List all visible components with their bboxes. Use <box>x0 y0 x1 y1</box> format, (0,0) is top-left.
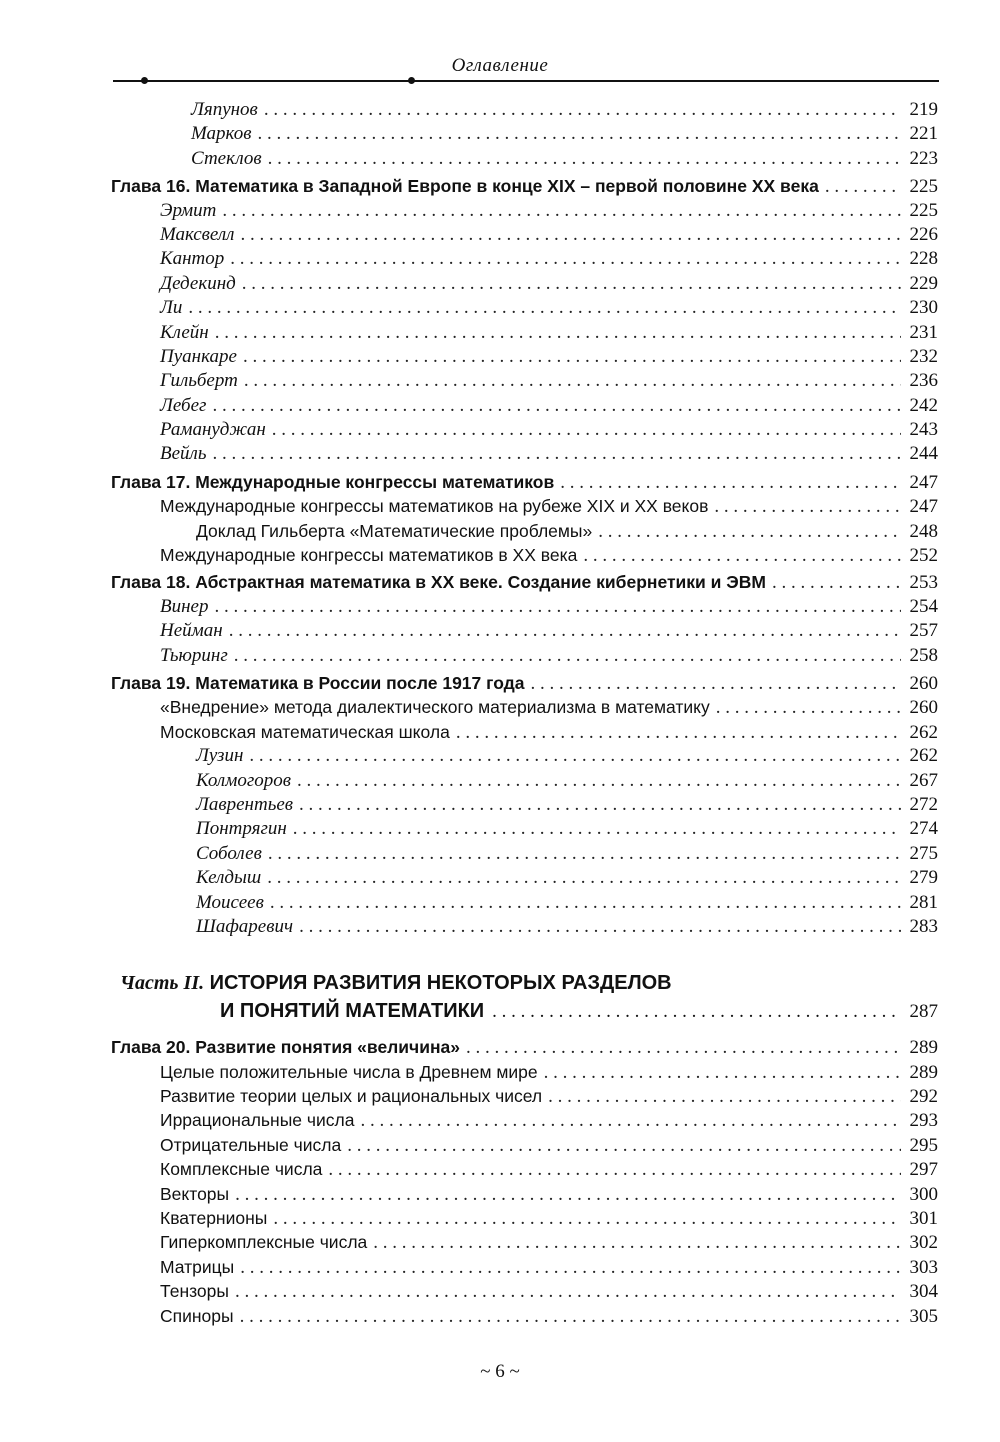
toc-entry <box>0 769 1000 793</box>
toc-entry-page: 244 <box>909 443 938 465</box>
table-of-contents <box>0 98 1000 1328</box>
toc-entry-page: 226 <box>909 223 938 245</box>
toc-entry-line <box>196 915 938 939</box>
toc-entry <box>0 543 1000 567</box>
toc-entry-line <box>111 1035 938 1059</box>
toc-entry-line <box>160 695 938 719</box>
toc-entry-title: Тензоры <box>160 1281 229 1302</box>
dot-leader <box>492 998 901 1026</box>
toc-entry-line <box>191 98 938 122</box>
toc-entry-page: 302 <box>909 1232 938 1254</box>
toc-entry-title: Московская математическая школа <box>160 721 450 742</box>
dot-leader <box>456 721 901 745</box>
toc-entry-line <box>196 769 938 793</box>
dot-leader <box>244 369 901 393</box>
toc-chapter-entry <box>0 1035 1000 1059</box>
toc-entry-line <box>160 1255 938 1279</box>
toc-entry-page: 301 <box>909 1208 938 1230</box>
toc-entry-line <box>160 595 938 619</box>
toc-entry <box>0 321 1000 345</box>
toc-entry-line <box>196 793 938 817</box>
toc-entry-page: 257 <box>909 620 938 642</box>
dot-leader <box>229 619 901 643</box>
part-spacer <box>0 939 1000 969</box>
header-rule-dot <box>141 77 148 84</box>
toc-entry <box>0 199 1000 223</box>
toc-entry-line <box>196 842 938 866</box>
dot-leader <box>299 793 901 817</box>
toc-entry-page: 272 <box>909 793 938 815</box>
toc-entry-title: Доклад Гильберта «Математические проблемы» <box>196 520 593 541</box>
dot-leader <box>825 175 901 199</box>
toc-entry-page: 258 <box>909 644 938 666</box>
toc-entries-top <box>0 98 1000 939</box>
toc-entry-title: Ли <box>160 297 183 319</box>
dot-leader <box>264 98 901 122</box>
toc-entry-page: 283 <box>909 915 938 937</box>
dot-leader <box>234 644 901 668</box>
toc-entry <box>0 223 1000 247</box>
toc-entry-page: 267 <box>909 769 938 791</box>
toc-entry-line <box>160 418 938 442</box>
toc-entry-line <box>160 720 938 744</box>
toc-entry-line <box>191 122 938 146</box>
part-heading-line1 <box>120 969 672 997</box>
toc-entry <box>0 1255 1000 1279</box>
dot-leader <box>235 1183 901 1207</box>
toc-entry-title: Международные конгрессы математиков в XX века <box>160 545 578 566</box>
toc-entry-page: 260 <box>909 672 938 694</box>
toc-entry-title: Шафаревич <box>196 915 294 937</box>
toc-entry-line <box>111 570 938 594</box>
part-label: Часть II. <box>120 972 205 995</box>
toc-entry-page: 253 <box>909 572 938 594</box>
toc-entry-page: 289 <box>909 1061 938 1083</box>
toc-entry-page: 254 <box>909 595 938 617</box>
toc-entry-line <box>160 543 938 567</box>
dot-leader <box>273 1207 901 1231</box>
toc-entry-title: Глава 17. Международные конгрессы математиков <box>111 471 555 492</box>
toc-entry <box>0 720 1000 744</box>
toc-entry-page: 242 <box>909 394 938 416</box>
dot-leader <box>716 696 901 720</box>
toc-entry-page: 304 <box>909 1281 938 1303</box>
toc-entry-page: 292 <box>909 1086 938 1108</box>
toc-entry <box>0 644 1000 668</box>
toc-entry-line <box>160 1230 938 1254</box>
toc-entry <box>0 1157 1000 1181</box>
dot-leader <box>270 891 901 915</box>
toc-entry-page: 300 <box>909 1183 938 1205</box>
toc-entry-line <box>196 891 938 915</box>
toc-entry-line <box>111 671 938 695</box>
dot-leader <box>240 223 901 247</box>
toc-entries-bottom <box>0 1035 1000 1328</box>
dot-leader <box>272 418 901 442</box>
toc-entry <box>0 345 1000 369</box>
toc-entry-title: Соболев <box>196 842 262 864</box>
toc-entry-title: Отрицательные числа <box>160 1134 342 1155</box>
dot-leader <box>772 571 901 595</box>
toc-entry-title: Векторы <box>160 1183 230 1204</box>
toc-entry-title: Колмогоров <box>196 769 291 791</box>
toc-entry-page: 229 <box>909 272 938 294</box>
toc-entry <box>0 98 1000 122</box>
toc-entry <box>0 1230 1000 1254</box>
toc-entry-page: 247 <box>909 471 938 493</box>
toc-entry-line <box>160 1108 938 1132</box>
toc-entry-line <box>160 1304 938 1328</box>
dot-leader <box>583 544 901 568</box>
toc-entry-line <box>160 247 938 271</box>
toc-entry-page: 295 <box>909 1134 938 1156</box>
dot-leader <box>714 495 901 519</box>
toc-entry <box>0 1206 1000 1230</box>
toc-entry-title: Гиперкомплексные числа <box>160 1232 368 1253</box>
toc-entry <box>0 695 1000 719</box>
toc-entry-title: Лаврентьев <box>196 793 294 815</box>
toc-entry <box>0 247 1000 271</box>
toc-entry-title: Эрмит <box>160 199 217 221</box>
dot-leader <box>598 520 901 544</box>
toc-entry-title: Спиноры <box>160 1305 234 1326</box>
dot-leader <box>268 842 901 866</box>
toc-entry-line <box>160 1206 938 1230</box>
toc-entry <box>0 1279 1000 1303</box>
toc-entry-line <box>196 817 938 841</box>
toc-entry-page: 223 <box>909 147 938 169</box>
dot-leader <box>347 1134 901 1158</box>
toc-entry-line <box>191 147 938 171</box>
toc-entry-page: 279 <box>909 867 938 889</box>
toc-entry <box>0 744 1000 768</box>
toc-entry-line <box>160 494 938 518</box>
toc-entry <box>0 1304 1000 1328</box>
toc-entry-title: Нейман <box>160 620 223 642</box>
toc-chapter-entry <box>0 174 1000 198</box>
toc-entry-title: Глава 19. Математика в России после 1917 года <box>111 672 525 693</box>
toc-entry-title: «Внедрение» метода диалектического материализма в математику <box>160 697 710 718</box>
toc-entry-line <box>196 866 938 890</box>
toc-entry-page: 247 <box>909 496 938 518</box>
dot-leader <box>544 1061 901 1085</box>
toc-entry-title: Марков <box>191 123 252 145</box>
toc-entry-page: 275 <box>909 842 938 864</box>
page-number: ~ 6 ~ <box>480 1361 520 1382</box>
toc-entry-line <box>160 1182 938 1206</box>
toc-entry-title: Развитие теории целых и рациональных чисел <box>160 1086 543 1107</box>
toc-entry-page: 236 <box>909 370 938 392</box>
part-spacer-bottom <box>0 1025 1000 1035</box>
toc-entry-title: Вейль <box>160 443 207 465</box>
toc-entry-title: Иррациональные числа <box>160 1110 355 1131</box>
part-heading-line2 <box>220 997 938 1025</box>
toc-entry-page: 225 <box>909 176 938 198</box>
toc-entry-title: Винер <box>160 595 209 617</box>
toc-entry-page: 262 <box>909 721 938 743</box>
toc-entry-title: Глава 20. Развитие понятия «величина» <box>111 1037 461 1058</box>
dot-leader <box>240 1305 901 1329</box>
toc-entry-title: Клейн <box>160 321 209 343</box>
toc-entry <box>0 595 1000 619</box>
toc-entry-line <box>160 1060 938 1084</box>
toc-entry-line <box>160 296 938 320</box>
toc-entry-page: 281 <box>909 891 938 913</box>
toc-entry-line <box>160 394 938 418</box>
toc-entry-line <box>111 470 938 494</box>
toc-entry-title: Лебег <box>160 394 207 416</box>
toc-entry <box>0 619 1000 643</box>
dot-leader <box>214 595 901 619</box>
toc-entry-line <box>111 174 938 198</box>
toc-entry-page: 303 <box>909 1256 938 1278</box>
dot-leader <box>235 1280 901 1304</box>
toc-entry-title: Международные конгрессы математиков на рубеже XIX и XX веков <box>160 496 709 517</box>
toc-chapter-entry <box>0 470 1000 494</box>
toc-entry-title: Моисеев <box>196 891 264 913</box>
toc-entry-page: 230 <box>909 297 938 319</box>
dot-leader <box>243 345 901 369</box>
part-title-line2: И ПОНЯТИЙ МАТЕМАТИКИ <box>220 1000 485 1023</box>
toc-entry <box>0 296 1000 320</box>
toc-entry <box>0 418 1000 442</box>
dot-leader <box>222 199 901 223</box>
dot-leader <box>293 817 901 841</box>
toc-entry <box>0 915 1000 939</box>
toc-entry-line <box>160 199 938 223</box>
toc-entry-page: 262 <box>909 745 938 767</box>
dot-leader <box>373 1231 901 1255</box>
toc-entry-title: Стеклов <box>191 147 262 169</box>
dot-leader <box>328 1158 901 1182</box>
toc-entry-title: Глава 18. Абстрактная математика в XX веке. Создание кибернетики и ЭВМ <box>111 572 766 593</box>
dot-leader <box>257 122 901 146</box>
toc-entry-line <box>160 345 938 369</box>
toc-entry-line <box>196 744 938 768</box>
toc-entry-title: Гильберт <box>160 370 238 392</box>
toc-entry-title: Целые положительные числа в Древнем мире <box>160 1061 538 1082</box>
part-heading <box>0 969 1000 1025</box>
toc-entry-line <box>160 619 938 643</box>
toc-entry-page: 260 <box>909 697 938 719</box>
dot-leader <box>560 471 901 495</box>
toc-entry-line <box>160 223 938 247</box>
toc-entry <box>0 817 1000 841</box>
toc-entry <box>0 842 1000 866</box>
toc-entry <box>0 394 1000 418</box>
toc-entry <box>0 369 1000 393</box>
toc-entry <box>0 1108 1000 1132</box>
dot-leader <box>297 769 901 793</box>
toc-entry <box>0 272 1000 296</box>
toc-entry <box>0 1182 1000 1206</box>
toc-entry <box>0 793 1000 817</box>
toc-entry <box>0 1060 1000 1084</box>
running-title: Оглавление <box>451 55 549 76</box>
toc-entry-line <box>160 644 938 668</box>
dot-leader <box>531 672 902 696</box>
toc-entry <box>0 866 1000 890</box>
toc-entry <box>0 442 1000 466</box>
toc-entry-page: 232 <box>909 345 938 367</box>
toc-entry-page: 221 <box>909 123 938 145</box>
toc-entry <box>0 1084 1000 1108</box>
toc-entry-title: Кантор <box>160 248 225 270</box>
toc-entry-page: 231 <box>909 321 938 343</box>
toc-entry-line <box>196 519 938 543</box>
dot-leader <box>212 442 901 466</box>
toc-entry <box>0 494 1000 518</box>
toc-entry-page: 225 <box>909 199 938 221</box>
toc-entry-page: 219 <box>909 99 938 120</box>
toc-entry <box>0 891 1000 915</box>
toc-entry <box>0 1133 1000 1157</box>
dot-leader <box>267 866 901 890</box>
toc-entry-title: Пуанкаре <box>160 345 237 367</box>
dot-leader <box>360 1109 901 1133</box>
dot-leader <box>268 147 901 171</box>
toc-entry-page: 293 <box>909 1110 938 1132</box>
toc-entry <box>0 519 1000 543</box>
dot-leader <box>230 247 901 271</box>
toc-chapter-entry <box>0 671 1000 695</box>
toc-entry-title: Максвелл <box>160 223 235 245</box>
toc-entry-title: Понтрягин <box>196 818 287 840</box>
dot-leader <box>249 744 901 768</box>
toc-entry-line <box>160 369 938 393</box>
dot-leader <box>212 394 901 418</box>
toc-entry <box>0 147 1000 171</box>
toc-entry-page: 228 <box>909 248 938 270</box>
toc-entry-title: Келдыш <box>196 867 262 889</box>
dot-leader <box>299 915 901 939</box>
header-rule-dot <box>408 77 415 84</box>
toc-entry-page: 289 <box>909 1037 938 1059</box>
dot-leader <box>242 272 901 296</box>
toc-entry-title: Матрицы <box>160 1256 235 1277</box>
toc-entry-line <box>160 1157 938 1181</box>
toc-entry-title: Дедекинд <box>160 272 236 294</box>
part-title-line1: ИСТОРИЯ РАЗВИТИЯ НЕКОТОРЫХ РАЗДЕЛОВ <box>209 972 672 995</box>
dot-leader <box>240 1256 901 1280</box>
toc-chapter-entry <box>0 570 1000 594</box>
toc-entry-title: Рамануджан <box>160 419 266 441</box>
toc-entry-page: 274 <box>909 818 938 840</box>
toc-entry-page: 305 <box>909 1305 938 1327</box>
toc-entry-title: Глава 16. Математика в Западной Европе в конце XIX – первой половине XX века <box>111 176 819 197</box>
toc-entry-page: 297 <box>909 1159 938 1181</box>
toc-entry-title: Ляпунов <box>191 99 258 120</box>
toc-entry-line <box>160 1084 938 1108</box>
header-rule <box>113 80 939 82</box>
dot-leader <box>548 1085 901 1109</box>
dot-leader <box>466 1036 901 1060</box>
toc-entry-title: Кватернионы <box>160 1208 268 1229</box>
toc-entry <box>0 122 1000 146</box>
toc-entry-line <box>160 272 938 296</box>
toc-entry-title: Комплексные числа <box>160 1159 323 1180</box>
part-page-number: 287 <box>909 1001 938 1023</box>
toc-entry-line <box>160 321 938 345</box>
toc-entry-line <box>160 442 938 466</box>
toc-entry-line <box>160 1279 938 1303</box>
toc-entry-title: Тьюринг <box>160 644 228 666</box>
toc-entry-page: 252 <box>909 545 938 567</box>
toc-entry-page: 248 <box>909 520 938 542</box>
toc-entry-page: 243 <box>909 419 938 441</box>
toc-entry-line <box>160 1133 938 1157</box>
dot-leader <box>188 296 901 320</box>
dot-leader <box>215 321 901 345</box>
toc-entry-title: Лузин <box>196 745 244 767</box>
